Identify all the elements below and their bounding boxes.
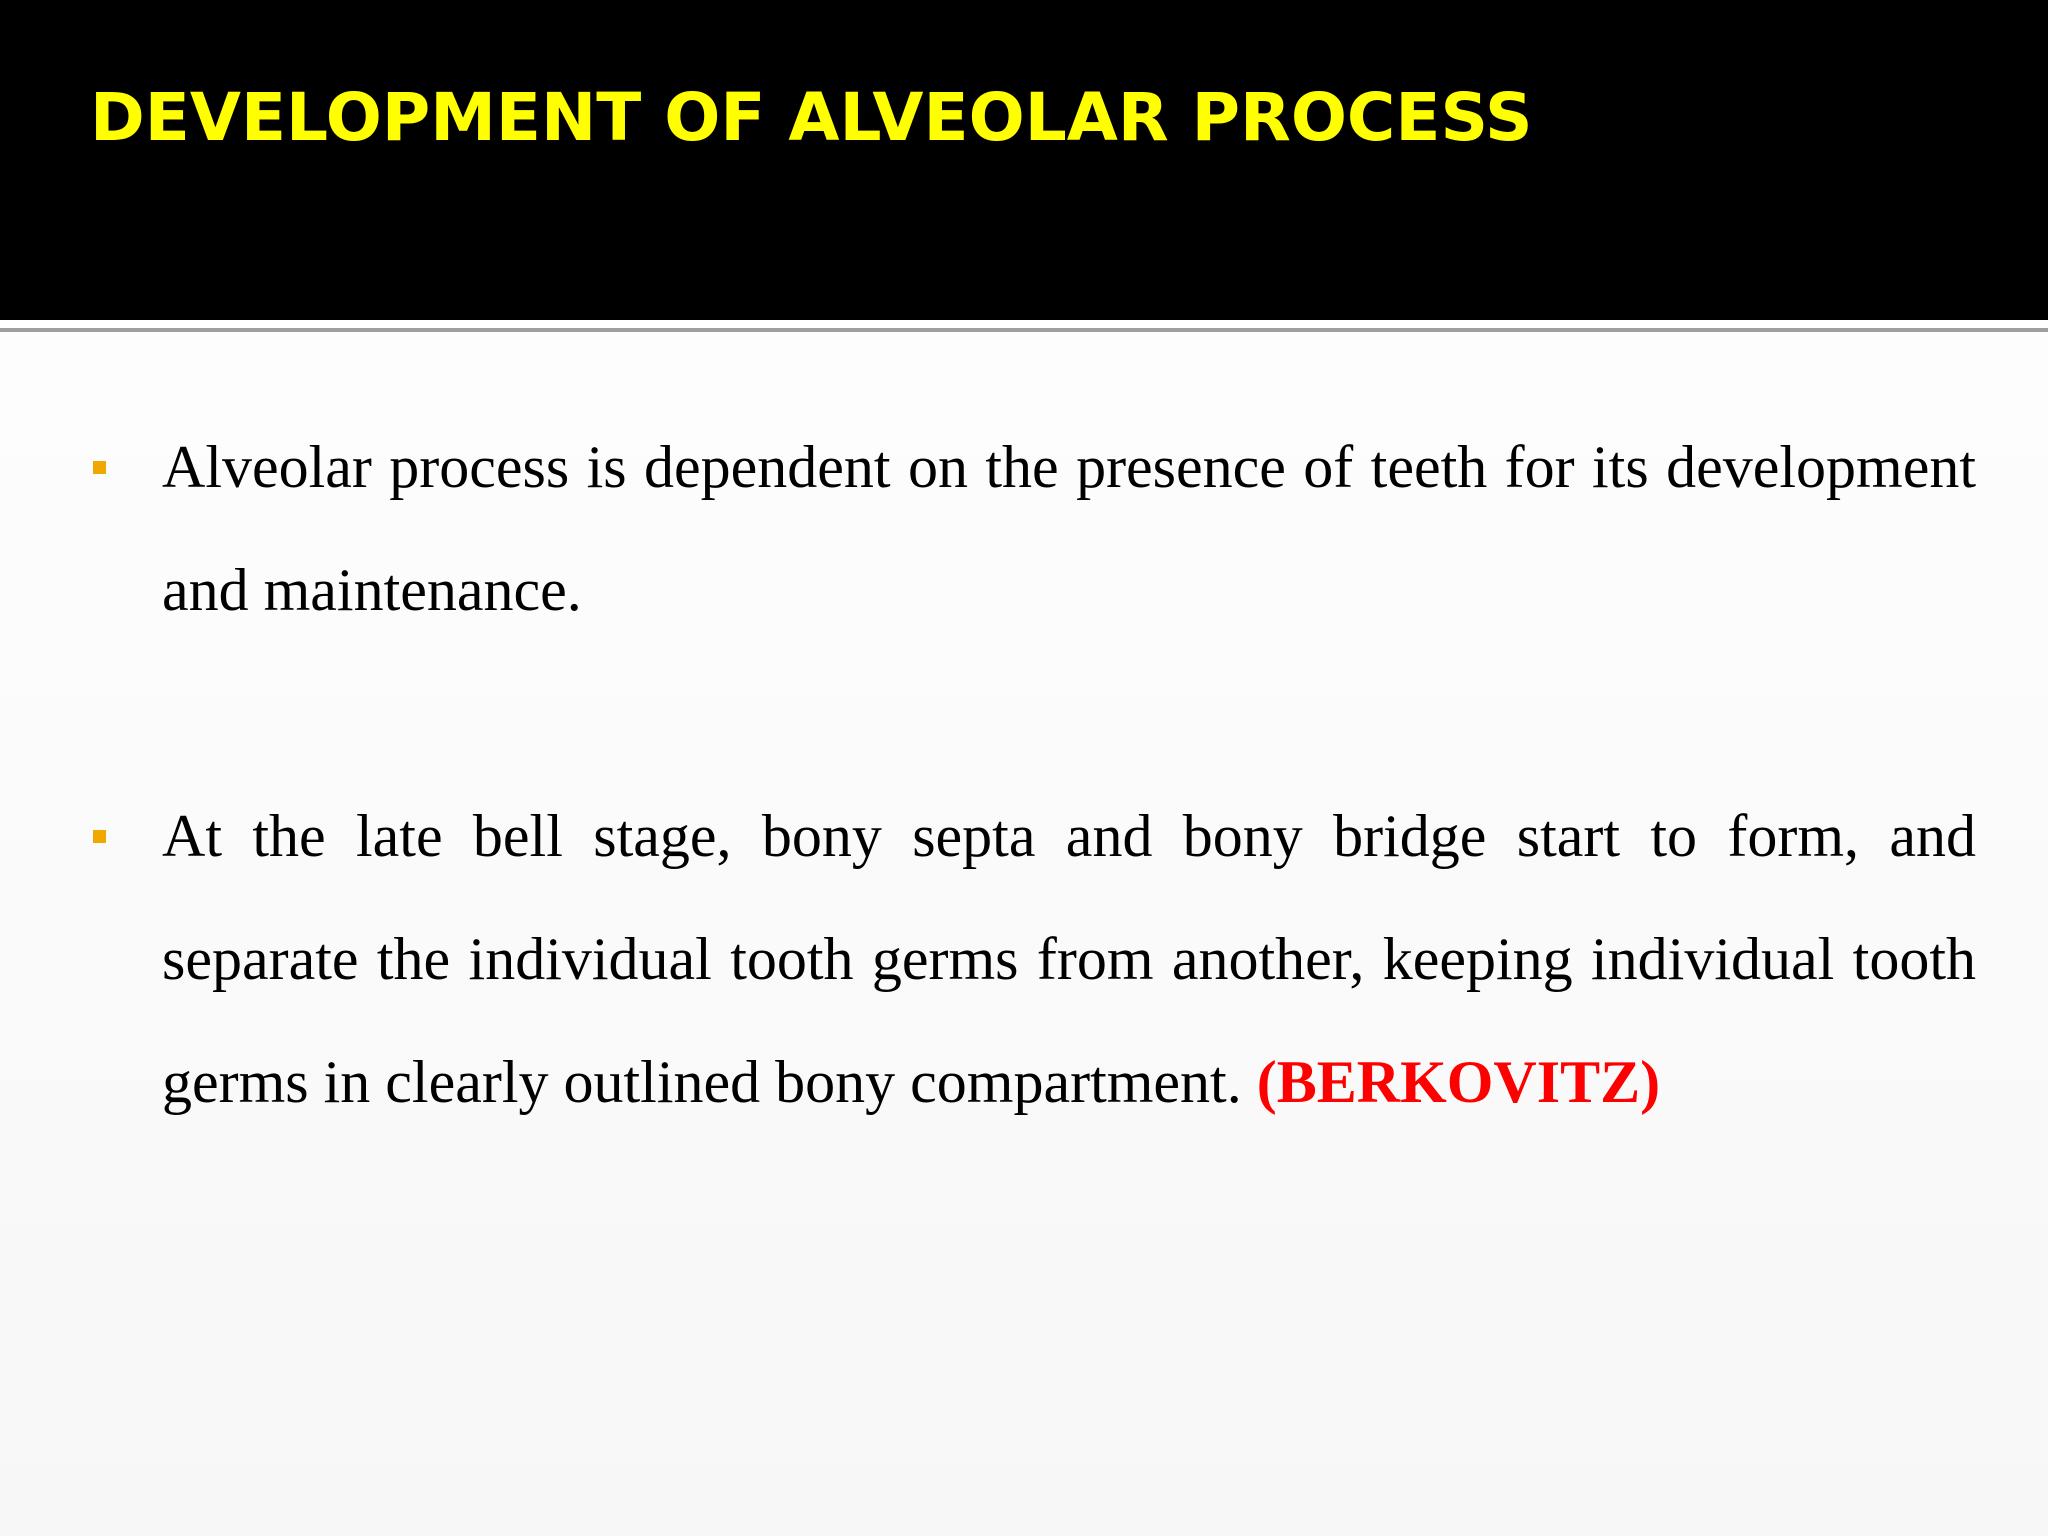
bullet-text — [162, 775, 1976, 1144]
slide-title: DEVELOPMENT OF ALVEOLAR PROCESS — [90, 79, 1533, 156]
bullet-text: Alveolar process is dependent on the presence of teeth for its development and maintenance. — [162, 434, 1976, 623]
square-bullet-icon — [93, 830, 106, 843]
citation: (BERKOVITZ) — [1256, 1049, 1661, 1115]
square-bullet-icon — [93, 461, 106, 474]
bullet-body: At the late bell stage, bony septa and bony bridge start to form, and separate the individual tooth germs from another, keeping individual tooth germs in clearly outlined bony compartment. — [162, 803, 1976, 1115]
